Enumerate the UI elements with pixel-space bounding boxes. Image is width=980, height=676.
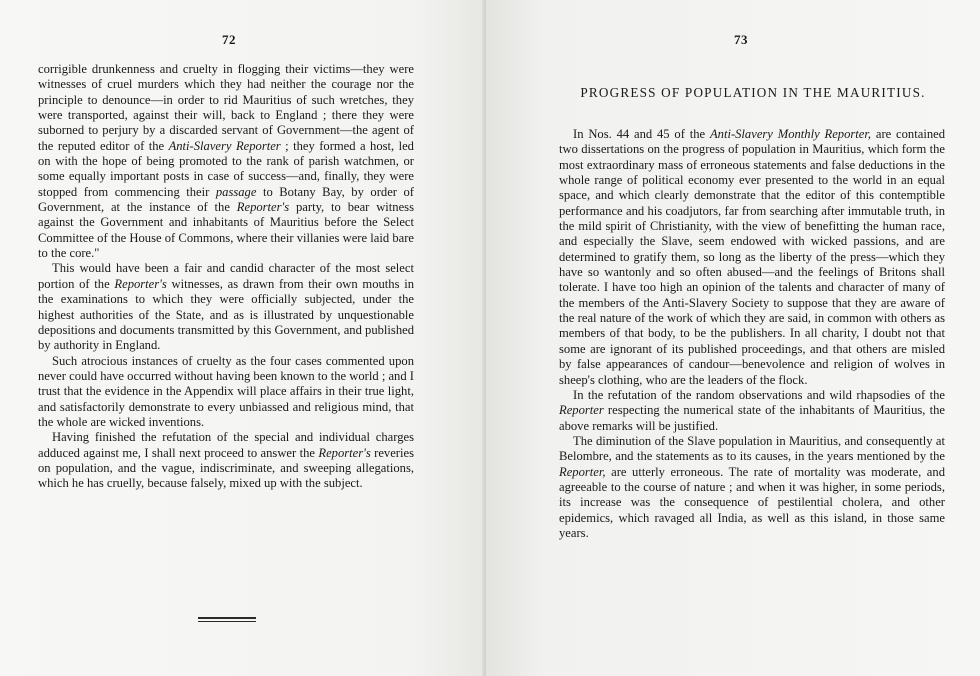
- left-page: [0, 0, 486, 676]
- text-run: party, to bear witness against the Government and inhabitants of Mauritius before the Select Committee of the House of Commons, where their villanies were laid bare to the core.": [38, 200, 414, 261]
- italic-text-run: Reporter's: [236, 200, 290, 215]
- right-page: [486, 0, 980, 676]
- text-run: are utterly erroneous. The rate of mortality was moderate, and agreeable to the course of nature ; and when it was higher, in some periods, its increase was the consequence of pestilential cholera, and other epidemics, which ravaged all India, as well as this island, in those same years.: [559, 464, 945, 540]
- text-run: are contained two dissertations on the progress of population in Mauritius, which form the most extraordinary mass of erroneous statements and false deductions in the whole range of political economy ever presented to the world in an equal space, and which clearly demonstrate that the editor of this contemptible performance and his coadjutors, far from searching after immutable truth, in the mild spirit of Christianity, with the view of benefitting the human race, and especially the Slave, seem endowed with wicked passions, and are determined to gratify them, so long as the liberty of the press—which they have so wantonly and so often abused—and the feelings of Britons shall tolerate. I have too high an opinion of the talents and character of many of the members of the Anti-Slavery Society to suppose that they are aware of the real nature of the work of which they are said, in common with others as members of that body, to be the publishers. In all charity, I doubt not that some are ignorant of its published proceedings, and that others are misled by false appearances of candour—benevolence and religion of wolves in sheep's clothing, who are the leaders of the flock.: [559, 127, 946, 387]
- paragraph: [38, 354, 414, 431]
- italic-text-run: Reporter's: [318, 445, 371, 460]
- italic-text-run: Reporter,: [559, 464, 606, 479]
- italic-text-run: Reporter's: [114, 276, 167, 291]
- text-run: The diminution of the Slave population in Mauritius, and consequently at Belombre, and the statements as to its causes, in the years mentioned by the: [559, 433, 945, 464]
- text-run: In Nos. 44 and 45 of the: [573, 127, 710, 141]
- page-number: 72: [222, 32, 236, 47]
- section-end-rule-thin: [198, 621, 256, 622]
- text-run: corrigible drunkenness and cruelty in flogging their victims—they were witnesses of cruel murders which they had neither the courage nor the principle to denounce—in order to rid Mauritius of such wretches, they were transported, against their will, back to England ; there they were suborned to perjury by a discarded servant of Government—the agent of the reputed editor of the: [38, 62, 414, 153]
- section-end-rule: [198, 617, 256, 619]
- text-run: to Botany Bay, by order of Government, at the instance of the: [38, 184, 414, 215]
- text-run: This would have been a fair and candid character of the most select portion of the: [38, 261, 414, 291]
- italic-text-run: Anti-Slavery Monthly Reporter,: [709, 127, 872, 141]
- paragraph: [559, 388, 945, 434]
- paragraph: [559, 434, 945, 541]
- text-run: respecting the numerical state of the inhabitants of Mauritius, the above remarks will be justified.: [559, 403, 945, 433]
- italic-text-run: passage: [215, 184, 257, 199]
- text-run: ; they formed a host, led on with the hope of being promoted to the rank of parish watchmen, or some equally important posts in case of success—and, finally, they were stopped from commencing their: [38, 138, 414, 199]
- text-run: witnesses, as drawn from their own mouths in the examinations to which they were officially subjected, under the highest authorities of the State, and as is illustrated by unquestionable depositions and documents transmitted by this Government, and published by authority in England.: [38, 276, 415, 353]
- text-run: In the refutation of the random observations and wild rhapsodies of the: [573, 387, 945, 402]
- italic-text-run: Reporter: [559, 403, 604, 418]
- paragraph: [38, 62, 414, 261]
- text-run: Such atrocious instances of cruelty as the four cases commented upon never could have occurred without having been known to the world ; and I trust that the evidence in the Appendix will place affairs in their true light, and satisfactorily demonstrate to every unbiassed and religious mind, that the whole are wicked inventions.: [38, 353, 414, 429]
- text-run: Having finished the refutation of the special and individual charges adduced against me, I shall next proceed to answer the: [38, 430, 414, 460]
- page-body-text: [559, 127, 945, 541]
- page-body-text: [38, 62, 414, 492]
- text-run: reveries on population, and the vague, indiscriminate, and sweeping allegations, which he has cruelly, because falsely, mixed up with the subject.: [38, 445, 414, 491]
- paragraph: [38, 261, 414, 353]
- chapter-heading: PROGRESS OF POPULATION IN THE MAURITIUS.: [580, 85, 926, 100]
- page-number: 73: [734, 32, 748, 47]
- paragraph: [38, 430, 414, 491]
- paragraph: [559, 127, 945, 388]
- italic-text-run: Anti-Slavery Reporter: [168, 138, 281, 153]
